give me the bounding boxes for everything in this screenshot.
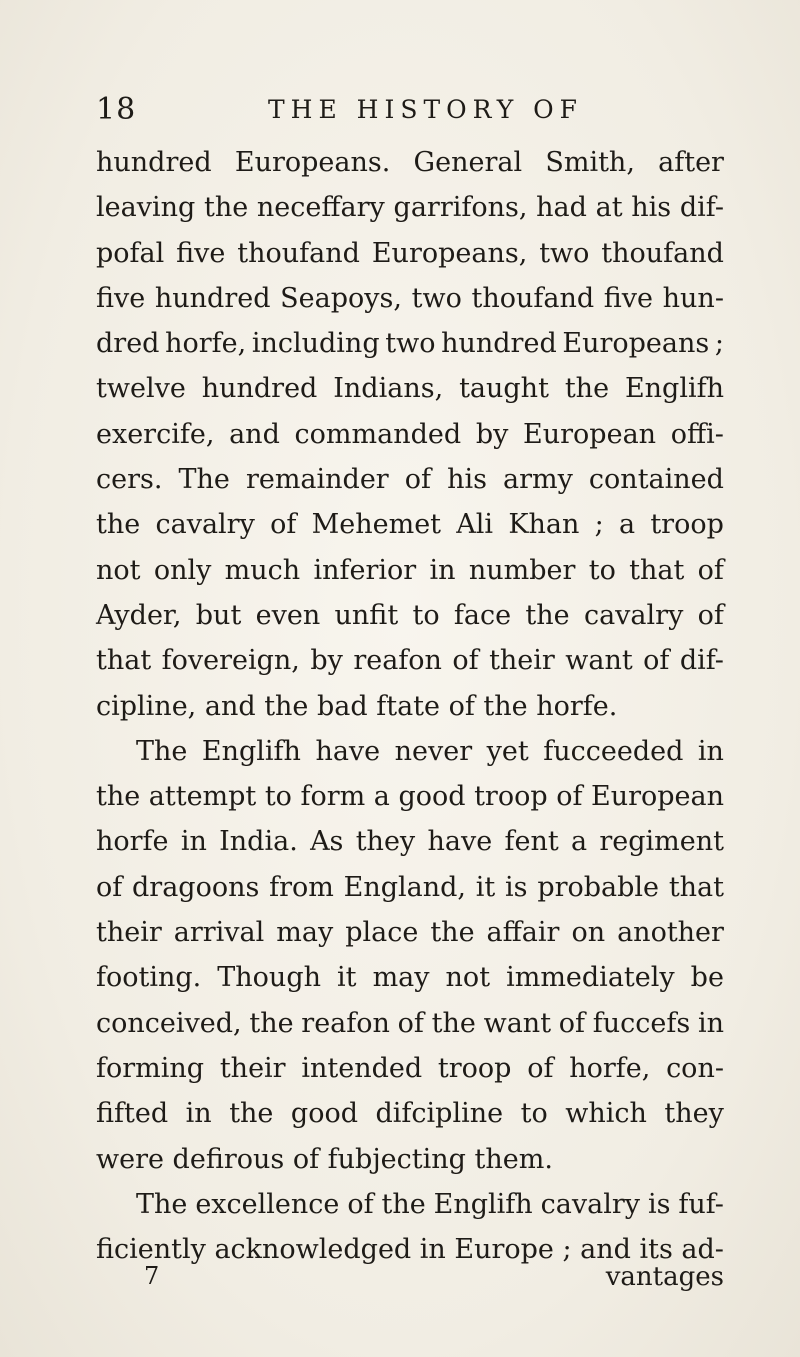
text-line: The Englifh have never yet fucceeded in [136,735,724,767]
text-line: of dragoons from England, it is probable that [96,871,724,903]
text-line: cers. The remainder of his army contained [96,464,724,496]
page-number: 18 [96,92,137,127]
running-head: THE HISTORY OF [268,95,583,124]
page-footer [96,1262,724,1302]
text-line: twelve hundred Indians, taught the Englifh [96,373,724,405]
text-line: footing. Though it may not immediately be [96,962,724,994]
page-header [96,92,716,128]
text-line: exercife, and commanded by European offi- [96,418,724,450]
text-line: five hundred Seapoys, two thoufand five hun- [96,282,724,314]
text-line: leaving the neceffary garrifons, had at his dif- [96,192,724,224]
text-line: the cavalry of Mehemet Ali Khan ; a troop [96,509,724,541]
text-line: were defirous of fubjecting them. [96,1143,553,1175]
text-line: hundred Europeans. General Smith, after [96,147,724,178]
text-line: Ayder, but even unfit to face the cavalry of [96,599,724,631]
text-line: conceived, the reafon of the want of fuccefs in [96,1007,724,1039]
catchword: vantages [605,1262,724,1292]
text-line: dred horfe, including two hundred Europeans ; [96,328,724,360]
text-line: that fovereign, by reafon of their want of dif- [96,645,724,677]
text-line: not only much inferior in number to that of [96,554,724,586]
text-line: The excellence of the Englifh cavalry is fuf- [136,1188,724,1220]
body-text [96,140,724,1272]
text-line: pofal five thoufand Europeans, two thoufand [96,237,724,269]
text-line: forming their intended troop of horfe, con- [96,1052,724,1084]
text-line: cipline, and the bad ftate of the horfe. [96,690,618,722]
text-line: horfe in India. As they have fent a regiment [96,826,724,858]
text-line: the attempt to form a good troop of European [96,781,724,813]
text-line: fifted in the good difcipline to which they [96,1098,724,1130]
text-line: ficiently acknowledged in Europe ; and its ad- [96,1234,724,1266]
signature-mark: 7 [144,1262,160,1290]
text-line: their arrival may place the affair on another [96,917,724,949]
